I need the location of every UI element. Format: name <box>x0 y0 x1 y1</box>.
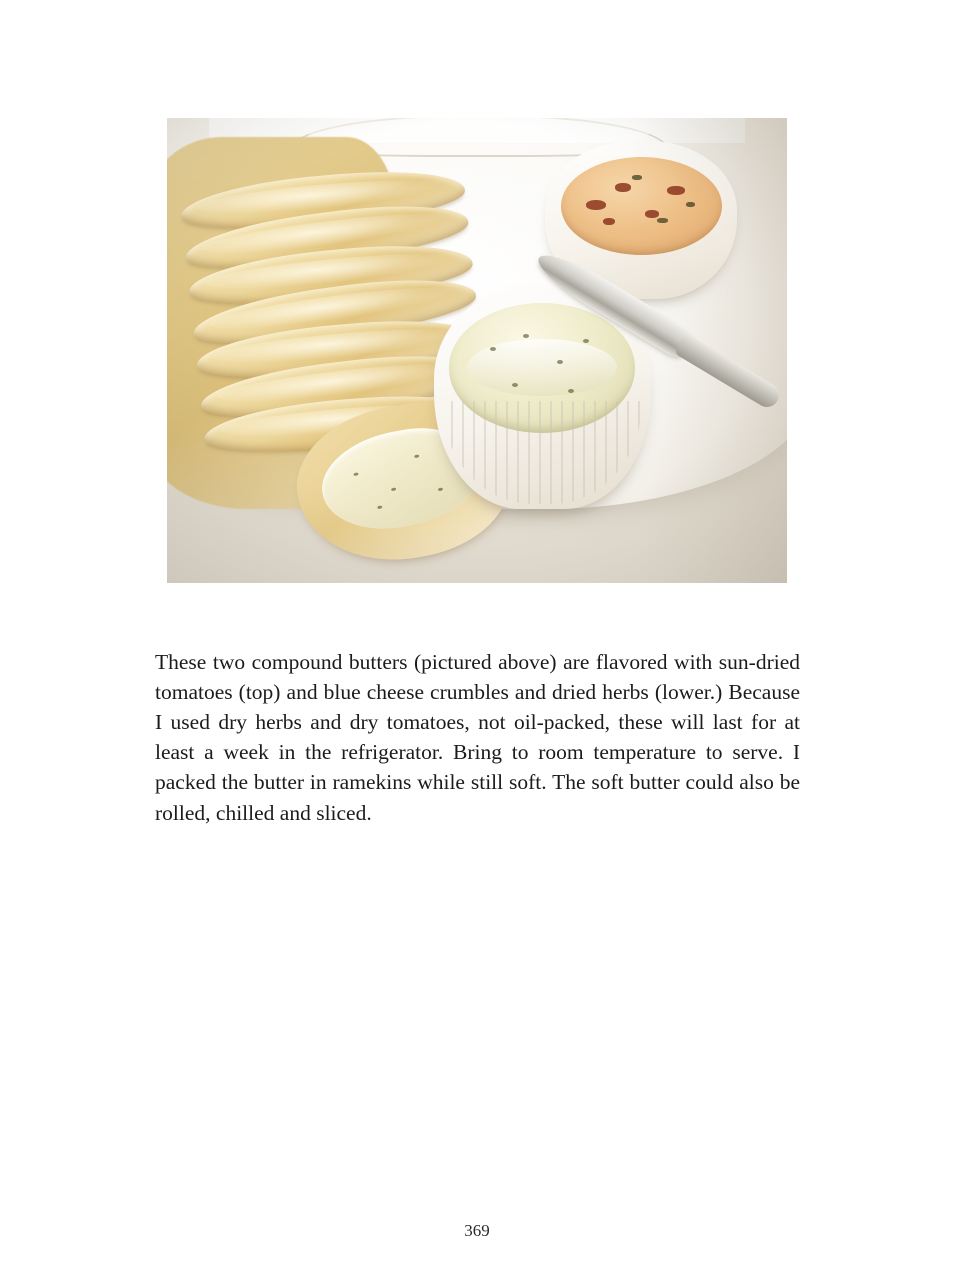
herb-fleck <box>583 339 589 343</box>
tomato-bit <box>615 183 631 192</box>
recipe-photo <box>167 118 787 583</box>
herb-bit <box>632 175 642 180</box>
herb-fleck <box>568 389 574 393</box>
tomato-bit <box>645 210 659 218</box>
herb-bit <box>657 218 668 223</box>
herb-bit <box>686 202 695 207</box>
page-number: 369 <box>464 1221 490 1240</box>
photo-canvas <box>167 118 787 583</box>
herb-fleck <box>523 334 529 338</box>
body-paragraph: These two compound butters (pictured above) are flavored with sun-dried tomatoes (top) and blue cheese crumbles and dried herbs (lower.) Because I used dry herbs and dry tomatoes, not oil-packed, these will last for at least a week in the refrigerator. Bring to room temperature to serve. I packed the butter in ramekins while still soft. The soft butter could also be rolled, chilled and sliced. <box>155 649 800 825</box>
sun-dried-tomato-butter <box>561 157 722 255</box>
tomato-bit <box>603 218 615 225</box>
tomato-bit <box>667 186 685 195</box>
tomato-bit <box>586 200 606 210</box>
